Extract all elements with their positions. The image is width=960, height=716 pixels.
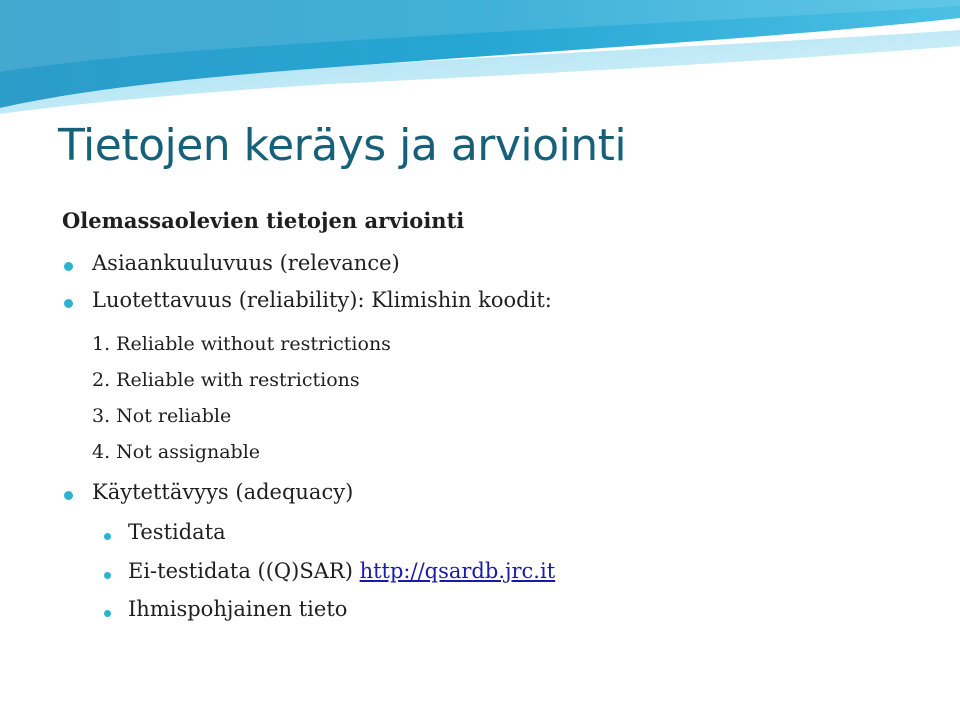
bullet-reliability: Luotettavuus (reliability): Klimishin koodit: (92, 288, 552, 312)
qsardb-link[interactable]: http://qsardb.jrc.it (359, 559, 556, 583)
bullet-icon (64, 262, 73, 271)
bullet-relevance: Asiaankuuluvuus (relevance) (92, 251, 400, 275)
non-test-data-text: Ei-testidata ((Q)SAR) (128, 559, 360, 583)
sub-bullet-icon (104, 572, 111, 579)
slide-title: Tietojen keräys ja arviointi (58, 120, 627, 171)
sub-bullet-icon (104, 610, 111, 617)
sub-bullet-human-data: Ihmispohjainen tieto (128, 597, 348, 621)
sub-bullet-test-data: Testidata (128, 520, 226, 544)
klimisch-code-4: 4. Not assignable (92, 441, 261, 463)
sub-bullet-non-test-data (128, 559, 555, 583)
klimisch-code-3: 3. Not reliable (92, 405, 232, 427)
bullet-icon (64, 491, 73, 500)
bullet-icon (64, 299, 73, 308)
sub-bullet-icon (104, 533, 111, 540)
slide-subtitle: Olemassaolevien tietojen arviointi (62, 208, 465, 233)
klimisch-code-2: 2. Reliable with restrictions (92, 369, 360, 391)
bullet-adequacy: Käytettävyys (adequacy) (92, 480, 354, 504)
klimisch-code-1: 1. Reliable without restrictions (92, 333, 391, 355)
header-wave-decoration (0, 0, 960, 120)
